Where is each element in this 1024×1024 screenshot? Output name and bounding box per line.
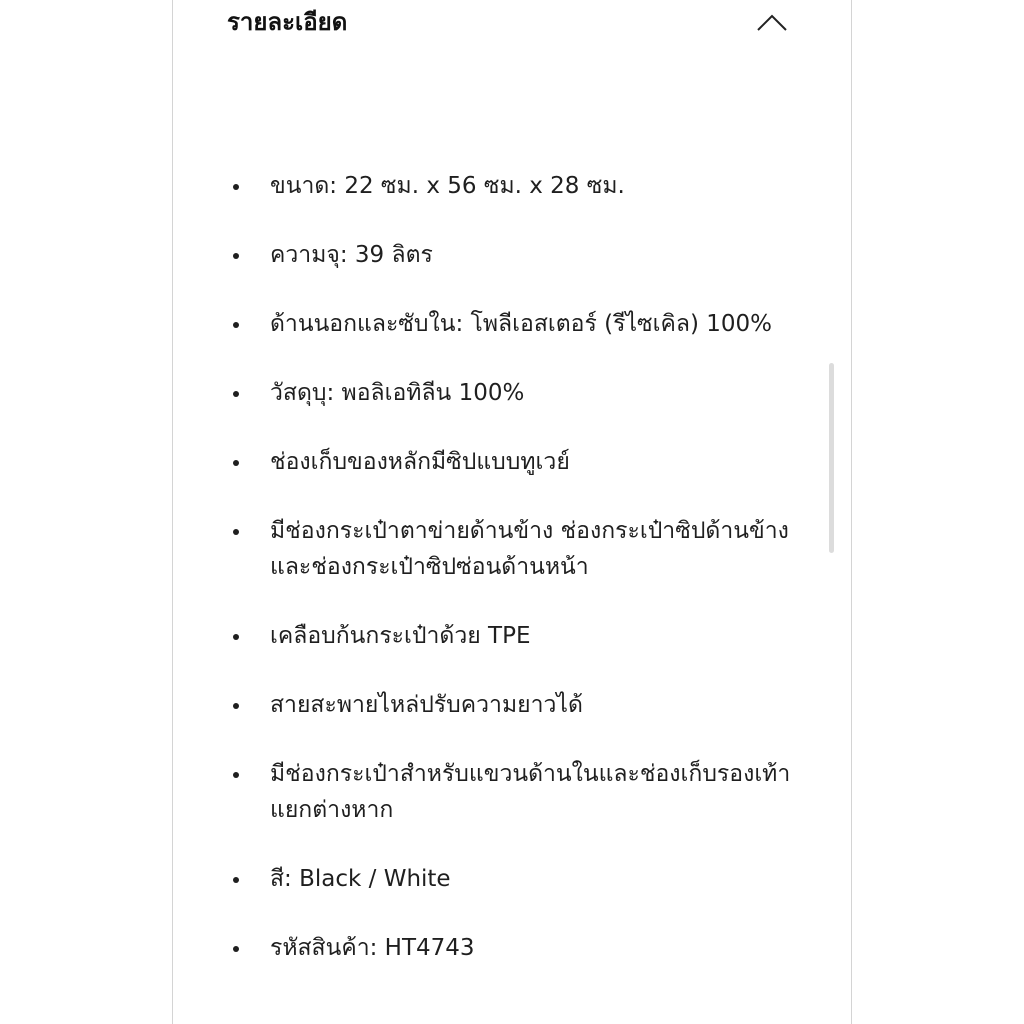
detail-text: มีช่องกระเป๋าสำหรับแขวนด้านในและช่องเก็บรองเท้าแยกต่างหาก — [270, 761, 791, 823]
bullet-icon — [233, 877, 239, 883]
detail-item-capacity — [233, 237, 793, 273]
bullet-icon — [233, 703, 239, 709]
detail-item-pockets — [233, 513, 793, 585]
section-title: รายละเอียด — [227, 8, 348, 36]
chevron-up-icon[interactable] — [755, 8, 789, 36]
detail-text: เคลือบก้นกระเป๋าด้วย TPE — [270, 623, 531, 649]
detail-text: สี: Black / White — [270, 866, 451, 892]
detail-item-size — [233, 168, 793, 204]
detail-text: ช่องเก็บของหลักมีซิปแบบทูเวย์ — [270, 449, 570, 475]
detail-text: ด้านนอกและซับใน: โพลีเอสเตอร์ (รีไซเคิล) 100% — [270, 311, 773, 337]
detail-text: รหัสสินค้า: HT4743 — [270, 935, 475, 961]
detail-text: วัสดุบุ: พอลิเอทิลีน 100% — [270, 380, 525, 406]
detail-item-color — [233, 861, 793, 897]
bullet-icon — [233, 634, 239, 640]
bullet-icon — [233, 460, 239, 466]
scrollbar-thumb[interactable] — [829, 363, 834, 553]
detail-item-product-code — [233, 930, 793, 966]
bullet-icon — [233, 391, 239, 397]
detail-item-bottom-coating — [233, 618, 793, 654]
detail-item-strap — [233, 687, 793, 723]
details-list — [233, 168, 793, 999]
bullet-icon — [233, 184, 239, 190]
detail-item-lining-material — [233, 375, 793, 411]
details-panel — [172, 0, 852, 1024]
bullet-icon — [233, 529, 239, 535]
detail-item-main-compartment — [233, 444, 793, 480]
bullet-icon — [233, 253, 239, 259]
detail-text: ความจุ: 39 ลิตร — [270, 242, 433, 268]
detail-text: มีช่องกระเป๋าตาข่ายด้านข้าง ช่องกระเป๋าซิปด้านข้าง และช่องกระเป๋าซิปซ่อนด้านหน้า — [270, 518, 789, 580]
bullet-icon — [233, 946, 239, 952]
detail-text: สายสะพายไหล่ปรับความยาวได้ — [270, 692, 583, 718]
detail-item-outer-material — [233, 306, 793, 342]
detail-text: ขนาด: 22 ซม. x 56 ซม. x 28 ซม. — [270, 173, 625, 199]
bullet-icon — [233, 772, 239, 778]
bullet-icon — [233, 322, 239, 328]
detail-item-inner-pocket — [233, 756, 793, 828]
details-accordion-header[interactable] — [173, 0, 851, 46]
